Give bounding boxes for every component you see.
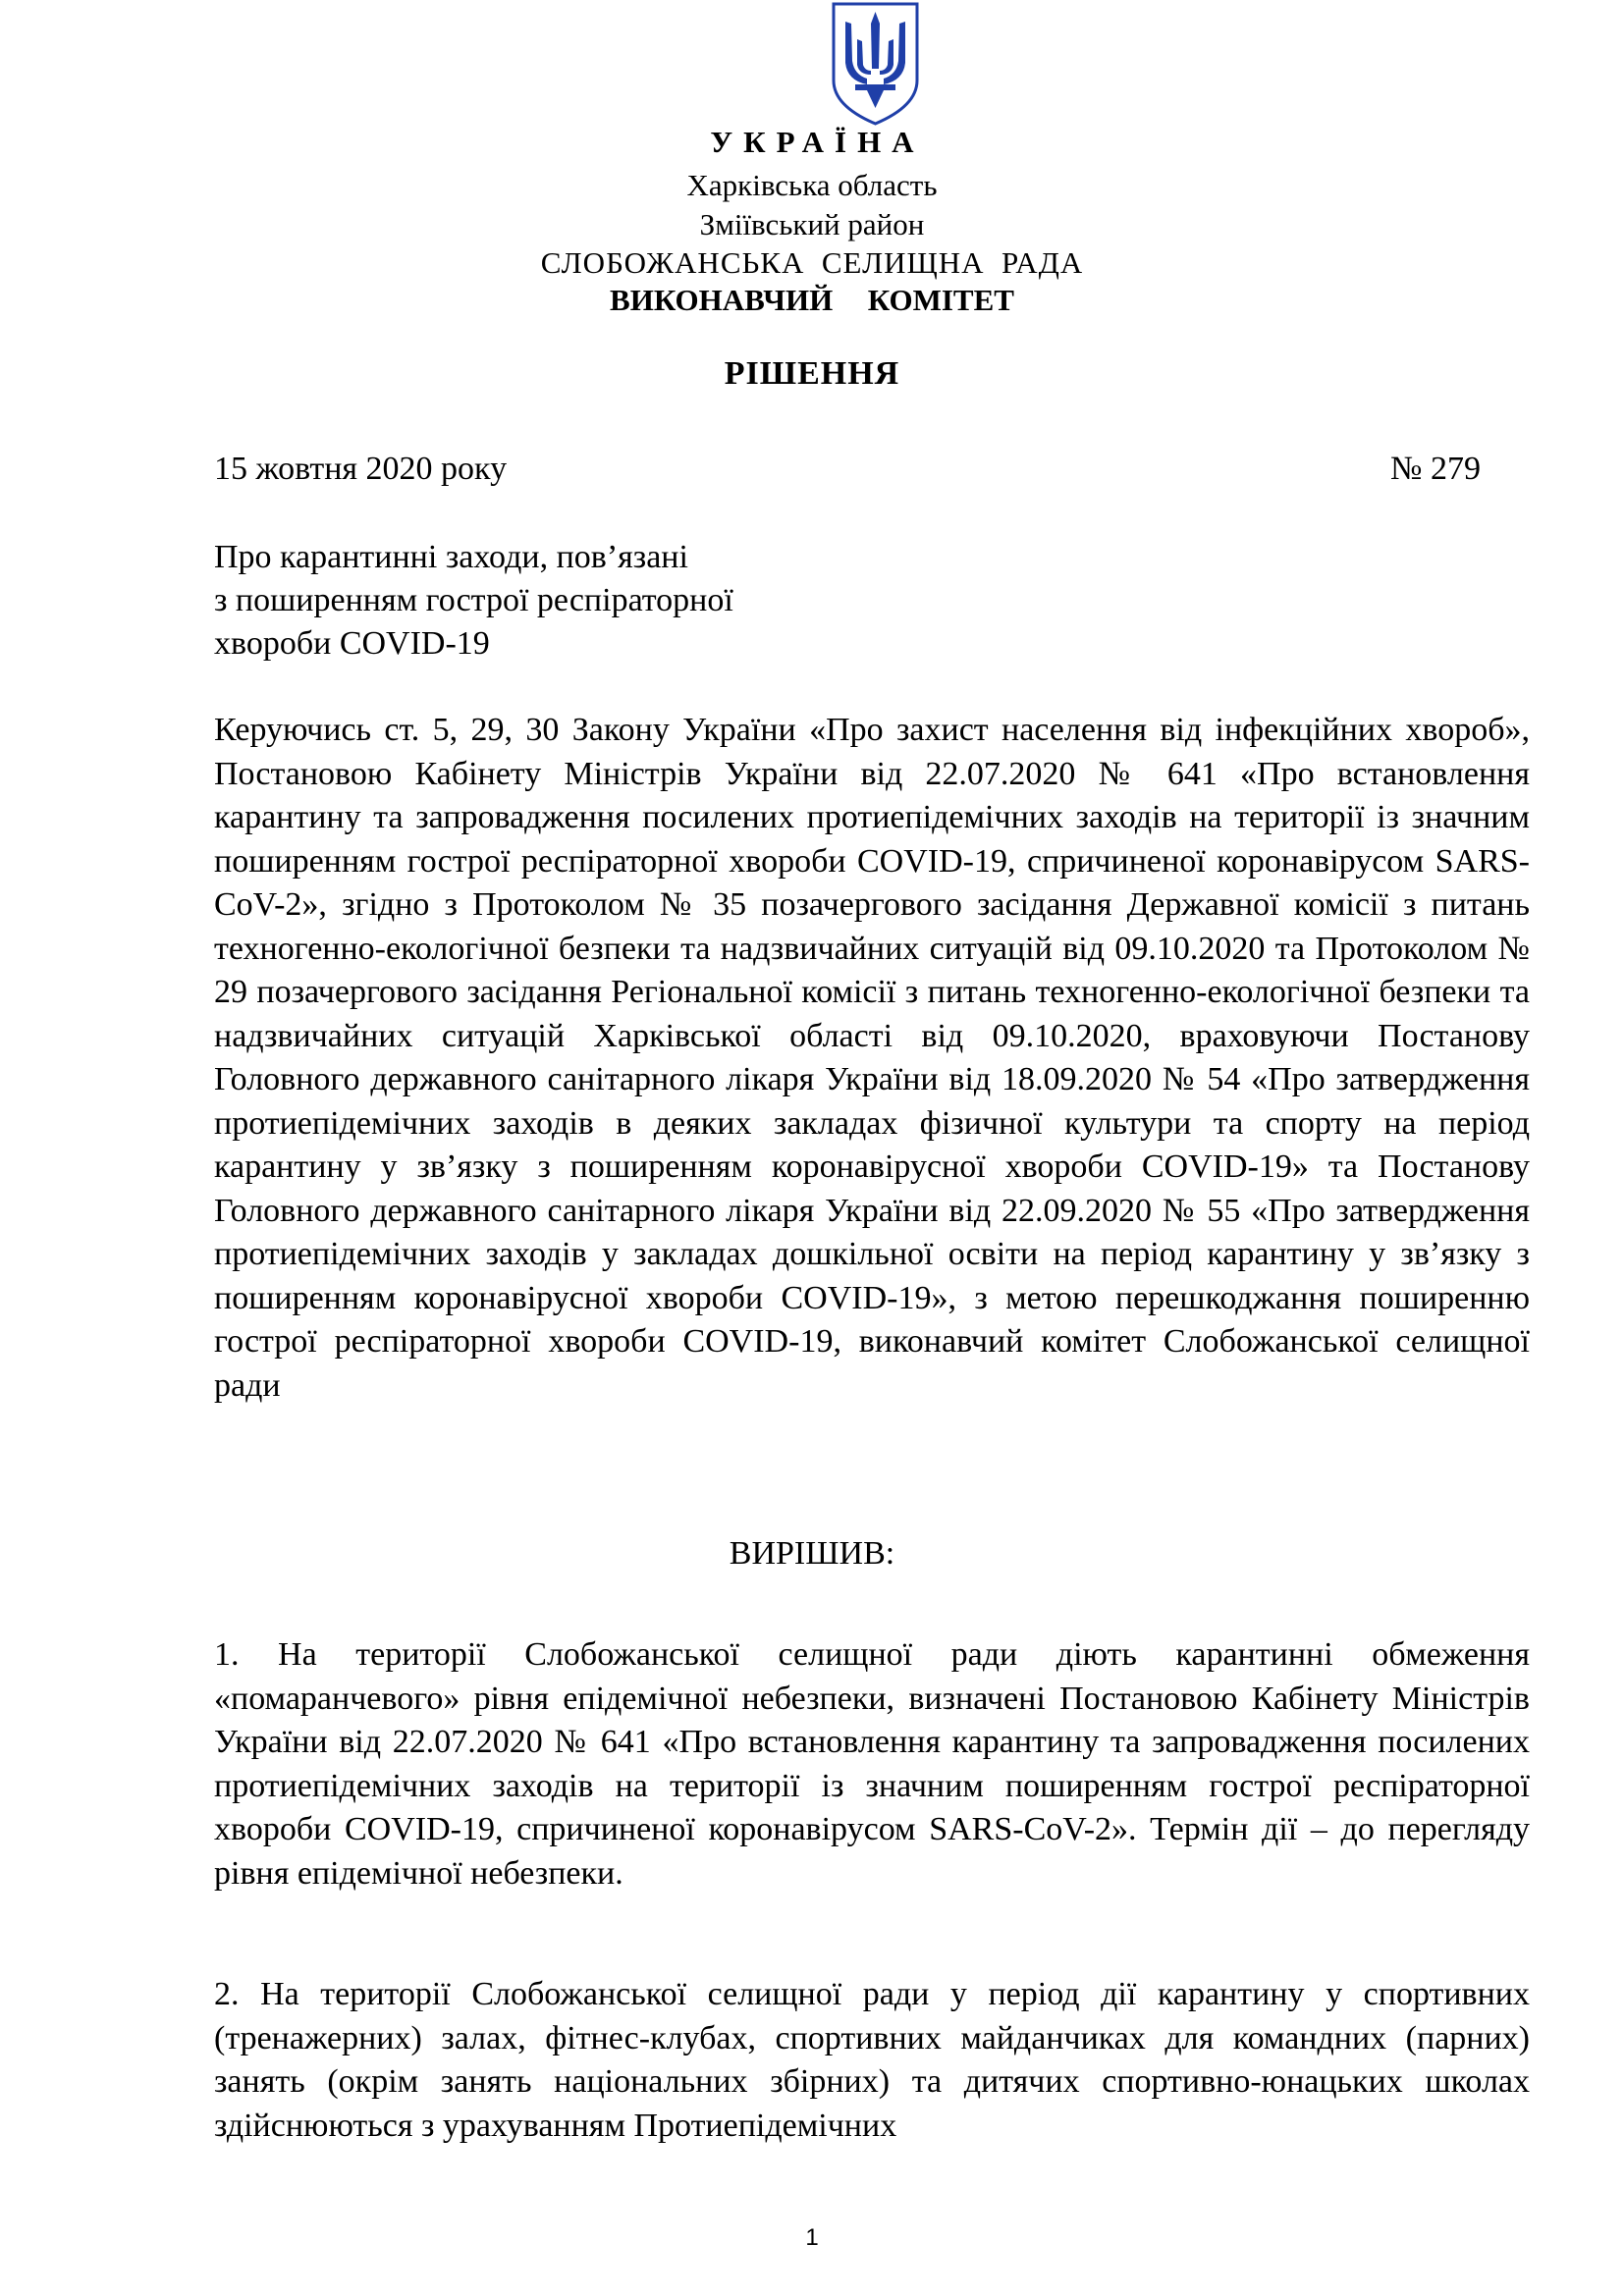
decision-date: 15 жовтня 2020 року bbox=[214, 451, 508, 487]
trident-coat-of-arms-icon bbox=[828, 0, 923, 128]
subject-line: з поширенням гострої респіраторної bbox=[214, 582, 733, 618]
decision-number: № 279 bbox=[1390, 451, 1481, 487]
district-name: Зміївський район bbox=[699, 207, 925, 241]
council-name: СЛОБОЖАНСЬКА СЕЛИЩНА РАДА bbox=[540, 245, 1084, 280]
decided-heading: ВИРІШИВ: bbox=[729, 1535, 895, 1572]
preamble-paragraph: Керуючись ст. 5, 29, 30 Закону України «Про захист населення від інфекційних хвороб», Постановою Кабінету Міністрів України від 22.07.2020 № 641 «Про встановлення карантину та запровадження посилених протиепідемічних заходів на території із значним поширенням гострої респіраторної хвороби COVID-19, спричиненої коронавірусом SARS-CoV-2», згідно з Протоколом № 35 позачергового засідання Державної комісії з питань техногенно-екологічної безпеки та надзвичайних ситуацій від 09.10.2020 та Протоколом № 29 позачергового засідання Регіональної комісії з питань техногенно-екологічної безпеки та надзвичайних ситуацій Харківської області від 09.10.2020, враховуючи Постанову Головного державного санітарного лікаря України від 18.09.2020 № 54 «Про затвердження протиепідемічних заходів в деяких закладах фізичної культури та спорту на період карантину у зв’язку з поширенням коронавірусної хвороби COVID-19» та Постанову Головного державного санітарного лікаря України від 22.09.2020 № 55 «Про затвердження протиепідемічних заходів у закладах дошкільної освіти на період карантину у зв’язку з поширенням коронавірусної хвороби COVID-19», з метою перешкоджання поширенню гострої респіраторної хвороби COVID-19, виконавчий комітет Слобожанської селищної ради bbox=[214, 712, 1530, 1404]
page-number: 1 bbox=[805, 2224, 819, 2251]
document-title: РІШЕННЯ bbox=[724, 355, 900, 392]
decision-subject bbox=[214, 536, 901, 666]
subject-line: Про карантинні заходи, пов’язані bbox=[214, 539, 688, 575]
decision-item-2: 2. На території Слобожанської селищної ради у період дії карантину у спортивних (тренажерних) залах, фітнес-клубах, спортивних майданчиках для командних (парних) занять (окрім занять національних збірних) та дитячих спортивно-юнацьких школах здійснюються з урахуванням Протиепідемічних bbox=[214, 1976, 1530, 2144]
subject-line: хвороби COVID-19 bbox=[214, 625, 490, 662]
committee-name: ВИКОНАВЧИЙ КОМІТЕТ bbox=[610, 283, 1014, 317]
decision-item-1: 1. На території Слобожанської селищної ради діють карантинні обмеження «помаранчевого» рівня епідемічної небезпеки, визначені Постановою Кабінету Міністрів України від 22.07.2020 № 641 «Про встановлення карантину та запровадження посилених протиепідемічних заходів на території із значним поширенням гострої респіраторної хвороби COVID-19, спричиненої коронавірусом SARS-CoV-2». Термін дії – до перегляду рівня епідемічної небезпеки. bbox=[214, 1636, 1530, 1892]
country-name: УКРАЇНА bbox=[710, 125, 925, 159]
region-name: Харківська область bbox=[686, 168, 938, 202]
